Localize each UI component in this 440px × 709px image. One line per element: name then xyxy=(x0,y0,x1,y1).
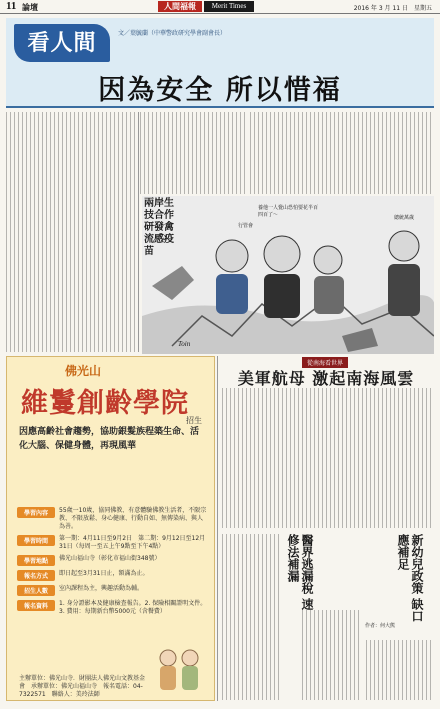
ad-row-label: 學習內容 xyxy=(17,507,55,518)
ad-row-value: 室內課程為主，興趣活動為輔。 xyxy=(59,585,144,592)
cartoon-illustration xyxy=(142,196,434,354)
issue-date: 2016 年 3 月 11 日 星期五 xyxy=(353,5,432,12)
section-name: 論壇 xyxy=(22,3,38,12)
ad-row-value: 佛光山福山寺（彰化市福山街348號） xyxy=(59,555,161,562)
ad-row-value: 即日起至3月31日止，額滿為止。 xyxy=(59,570,149,577)
article-kicker: 從南海看世界 xyxy=(302,357,348,368)
enrollment-advertisement xyxy=(6,356,215,701)
article-body-tax-2 xyxy=(302,610,360,700)
column-byline: 文／葉毓蘭（中華警政研究學會副會長） xyxy=(118,30,227,37)
ad-row xyxy=(17,585,207,596)
column-divider xyxy=(217,356,218,701)
column-headline: 因為安全 所以惜福 xyxy=(98,75,342,106)
ad-intro: 因應高齡社會趨勢，協助銀髮族程築生命、活化大腦、保健身體，再現風華 xyxy=(19,427,200,451)
speech-bubble-mid: 行管會 xyxy=(238,223,254,229)
ad-row xyxy=(17,535,207,551)
ad-row-label: 招生人數 xyxy=(17,585,55,596)
ad-brand: 佛光山 xyxy=(65,364,102,378)
article-body-upper-right xyxy=(250,112,434,194)
article-body-tax xyxy=(222,534,282,700)
cartoon-title-line-2: 研發禽流感疫苗 xyxy=(144,222,174,257)
article-author: 作者：何大熊 xyxy=(365,623,396,629)
column-logo: 看人間 xyxy=(14,24,110,62)
cartoon-title xyxy=(144,198,174,258)
article-headline: 美軍航母 激起南海風雲 xyxy=(237,369,415,388)
article-body-navy xyxy=(222,388,434,528)
ad-row-label: 報名資料 xyxy=(17,600,55,611)
ad-footer: 主辦單位：佛光山寺．財團法人佛光山文教基金會 承辦單位：佛光山福山寺 報名電話：04-7322571 聯絡人：美玲法師 xyxy=(19,675,146,698)
ad-row-value: 55歲一10歲，協同佛教、有意體驗佛教生活者，不限宗教、不限放鬆、身心健康、行動自如、無傳染病、與人為善。 xyxy=(59,507,207,530)
editorial-title-childcare: 新幼兒政策 缺口應補足 xyxy=(396,534,424,623)
ad-row xyxy=(17,570,207,581)
ad-title: 維鬘創齡學院 xyxy=(21,388,189,419)
ad-row xyxy=(17,507,207,531)
elderly-couple-illustration xyxy=(148,644,208,694)
ad-row-label: 學習地點 xyxy=(17,555,55,566)
article-body-upper-left xyxy=(6,112,136,352)
article-body-childcare xyxy=(366,640,434,700)
ad-enroll-label: 招生 xyxy=(186,416,202,425)
ad-row-value: 1. 身分證影本及健康檢查報告。2. 保險相關證明文件。3. 費用：每期新台幣5000元（含餐費） xyxy=(59,600,207,615)
cartoonist-signature: Toin xyxy=(178,340,191,348)
ad-row xyxy=(17,555,207,566)
newspaper-logo: 人間福報 xyxy=(158,1,202,12)
ad-row-label: 報名方式 xyxy=(17,570,55,581)
ad-row-label: 學習時間 xyxy=(17,535,55,546)
editorial-title-tax: 醫界逃漏稅 速修法補漏 xyxy=(286,534,314,611)
page-header xyxy=(0,0,440,14)
cartoon-title-line-1: 兩岸生技合作 xyxy=(144,198,174,221)
editorial-cartoon xyxy=(142,196,434,354)
column-banner xyxy=(6,18,434,108)
ad-info-list xyxy=(17,507,207,620)
ad-row-value: 第一期：4月11日至9月2日 第二期：9月12日至12月31日（每周一至五上午9點至下午4點） xyxy=(59,535,206,550)
column-divider xyxy=(138,112,139,352)
article-body-upper-mid xyxy=(140,112,246,194)
page-number: 11 xyxy=(6,0,17,12)
newspaper-name-en: Merit Times xyxy=(204,1,254,12)
ad-row xyxy=(17,600,207,616)
speech-bubble-left: 養他一人覺山恐怕要花半百四百了～ xyxy=(258,205,319,218)
speech-bubble-right: 總統萬歲 xyxy=(394,215,415,221)
